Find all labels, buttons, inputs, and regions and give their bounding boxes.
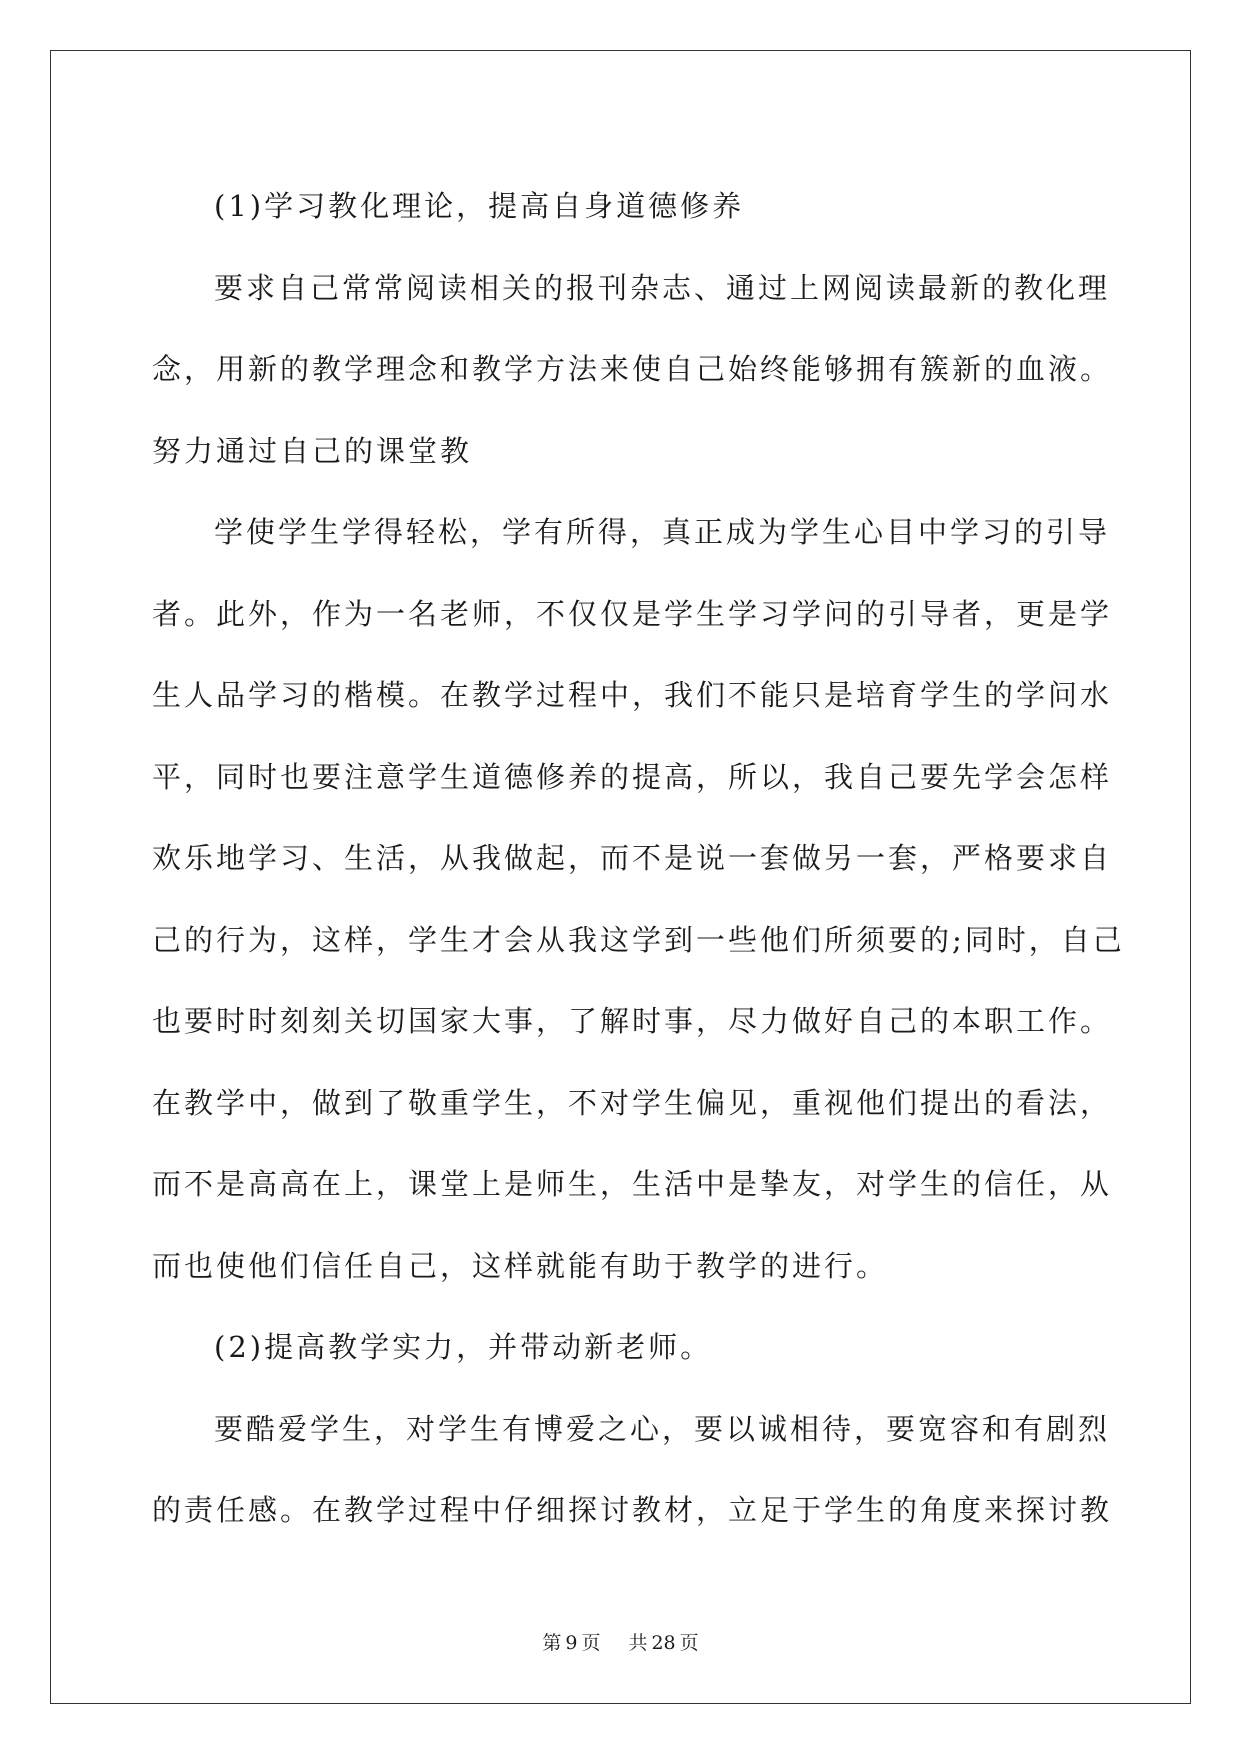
- paragraph-line: 在教学中，做到了敬重学生，不对学生偏见，重视他们提出的看法，: [152, 1085, 1113, 1120]
- paragraph-line: (1)学习教化理论，提高自身道德修养: [214, 189, 745, 223]
- paragraph-line: 要酷爱学生，对学生有博爱之心，要以诚相待，要宽容和有剧烈: [214, 1411, 1111, 1446]
- paragraph-line: 而不是高高在上，课堂上是师生，生活中是挚友，对学生的信任，从: [152, 1167, 1113, 1201]
- paragraph-line: 学使学生学得轻松，学有所得，真正成为学生心目中学习的引导: [214, 515, 1111, 549]
- paragraph-line: (2)提高教学实力，并带动新老师。: [214, 1330, 713, 1364]
- paragraph-line: 者。此外，作为一名老师，不仅仅是学生学习学问的引导者，更是学: [152, 596, 1113, 631]
- paragraph-line: 要求自己常常阅读相关的报刊杂志、通过上网阅读最新的教化理: [214, 270, 1111, 305]
- page-prefix: 第: [542, 1632, 562, 1654]
- paragraph-line: 而也使他们信任自己，这样就能有助于教学的进行。: [152, 1248, 889, 1283]
- paragraph-line: 己的行为，这样，学生才会从我这学到一些他们所须要的;同时，自己: [152, 922, 1125, 957]
- total-suffix: 页: [679, 1632, 699, 1654]
- paragraph-line: 欢乐地学习、生活，从我做起，而不是说一套做另一套，严格要求自: [152, 841, 1113, 875]
- page-footer: [0, 1628, 1241, 1655]
- document-body: [152, 166, 1125, 1552]
- paragraph-line: 平，同时也要注意学生道德修养的提高，所以，我自己要先学会怎样: [152, 759, 1113, 794]
- paragraph-line: 的责任感。在教学过程中仔细探讨教材，立足于学生的角度来探讨教: [152, 1493, 1113, 1527]
- paragraph-line: 生人品学习的楷模。在教学过程中，我们不能只是培育学生的学问水: [152, 678, 1113, 712]
- total-prefix: 共: [628, 1632, 648, 1654]
- total-pages: 28: [651, 1632, 676, 1654]
- paragraph-line: 努力通过自己的课堂教: [152, 433, 473, 468]
- page-suffix: 页: [581, 1632, 601, 1654]
- paragraph-line: 念，用新的教学理念和教学方法来使自己始终能够拥有簇新的血液。: [152, 352, 1113, 386]
- paragraph-line: 也要时时刻刻关切国家大事，了解时事，尽力做好自己的本职工作。: [152, 1004, 1113, 1038]
- page-number: 9: [565, 1632, 578, 1654]
